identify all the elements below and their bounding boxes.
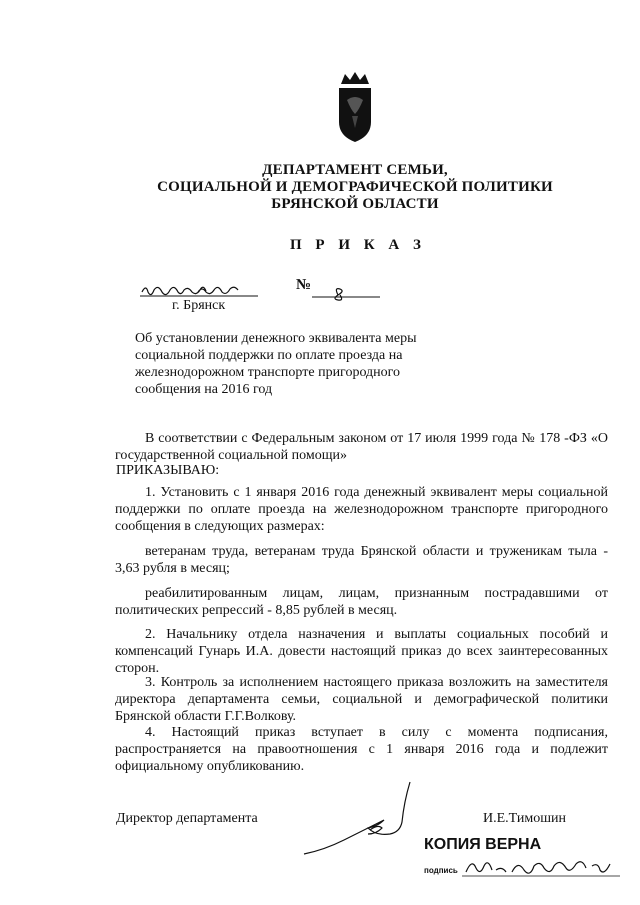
signatory-name: И.Е.Тимошин <box>483 811 566 826</box>
item-4-paragraph: 4. Настоящий приказ вступает в силу с момента подписания, распространяется на правоотношения с 1 января 2016 года и подлежит официальному опубликованию. <box>115 725 608 774</box>
certifier-signature <box>462 856 622 880</box>
podpis-label: подпись <box>424 866 458 875</box>
department-title-line2: СОЦИАЛЬНОЙ И ДЕМОГРАФИЧЕСКОЙ ПОЛИТИКИ <box>157 179 553 195</box>
document-type-title: П Р И К А З <box>290 237 426 253</box>
preamble-paragraph: В соответствии с Федеральным законом от 17 июля 1999 года № 178 -ФЗ «О государственной социальной помощи» <box>115 431 608 463</box>
item-3-paragraph: 3. Контроль за исполнением настоящего приказа возложить на заместителя директора департамента семьи, социальной и демографической политики Брянской области Г.Г.Волкову. <box>115 675 608 724</box>
order-heading: ПРИКАЗЫВАЮ: <box>116 463 220 478</box>
item-1a-paragraph: ветеранам труда, ветеранам труда Брянской области и труженикам тыла - 3,63 рубля в месяц; <box>115 544 608 576</box>
handwritten-date <box>140 280 260 300</box>
document-subject: Об установлении денежного эквивалента меры социальной поддержки по оплате проезда на железнодорожном транспорте пригородного сообщения на 2016 год <box>135 331 417 397</box>
copy-certified-stamp: КОПИЯ ВЕРНА <box>424 836 542 853</box>
item-1-paragraph: 1. Установить с 1 января 2016 года денежный эквивалент меры социальной поддержки по оплате проезда на железнодорожном транспорте пригородного сообщения в следующих размерах: <box>115 485 608 534</box>
item-2-paragraph: 2. Начальнику отдела назначения и выплаты социальных пособий и компенсаций Гунарь И.А. довести настоящий приказ до всех заинтересованных сторон. <box>115 627 608 676</box>
coat-of-arms-emblem <box>333 70 377 144</box>
department-title-line3: БРЯНСКОЙ ОБЛАСТИ <box>271 196 439 212</box>
number-label: № <box>296 277 312 293</box>
handwritten-number <box>312 285 382 301</box>
department-title-line1: ДЕПАРТАМЕНТ СЕМЬИ, <box>262 162 448 178</box>
city-label: г. Брянск <box>172 298 226 313</box>
director-signature <box>300 780 420 870</box>
item-1b-paragraph: реабилитированным лицам, лицам, признанным пострадавшими от политических репрессий - 8,85 рублей в месяц. <box>115 586 608 618</box>
signatory-position: Директор департамента <box>116 811 258 826</box>
